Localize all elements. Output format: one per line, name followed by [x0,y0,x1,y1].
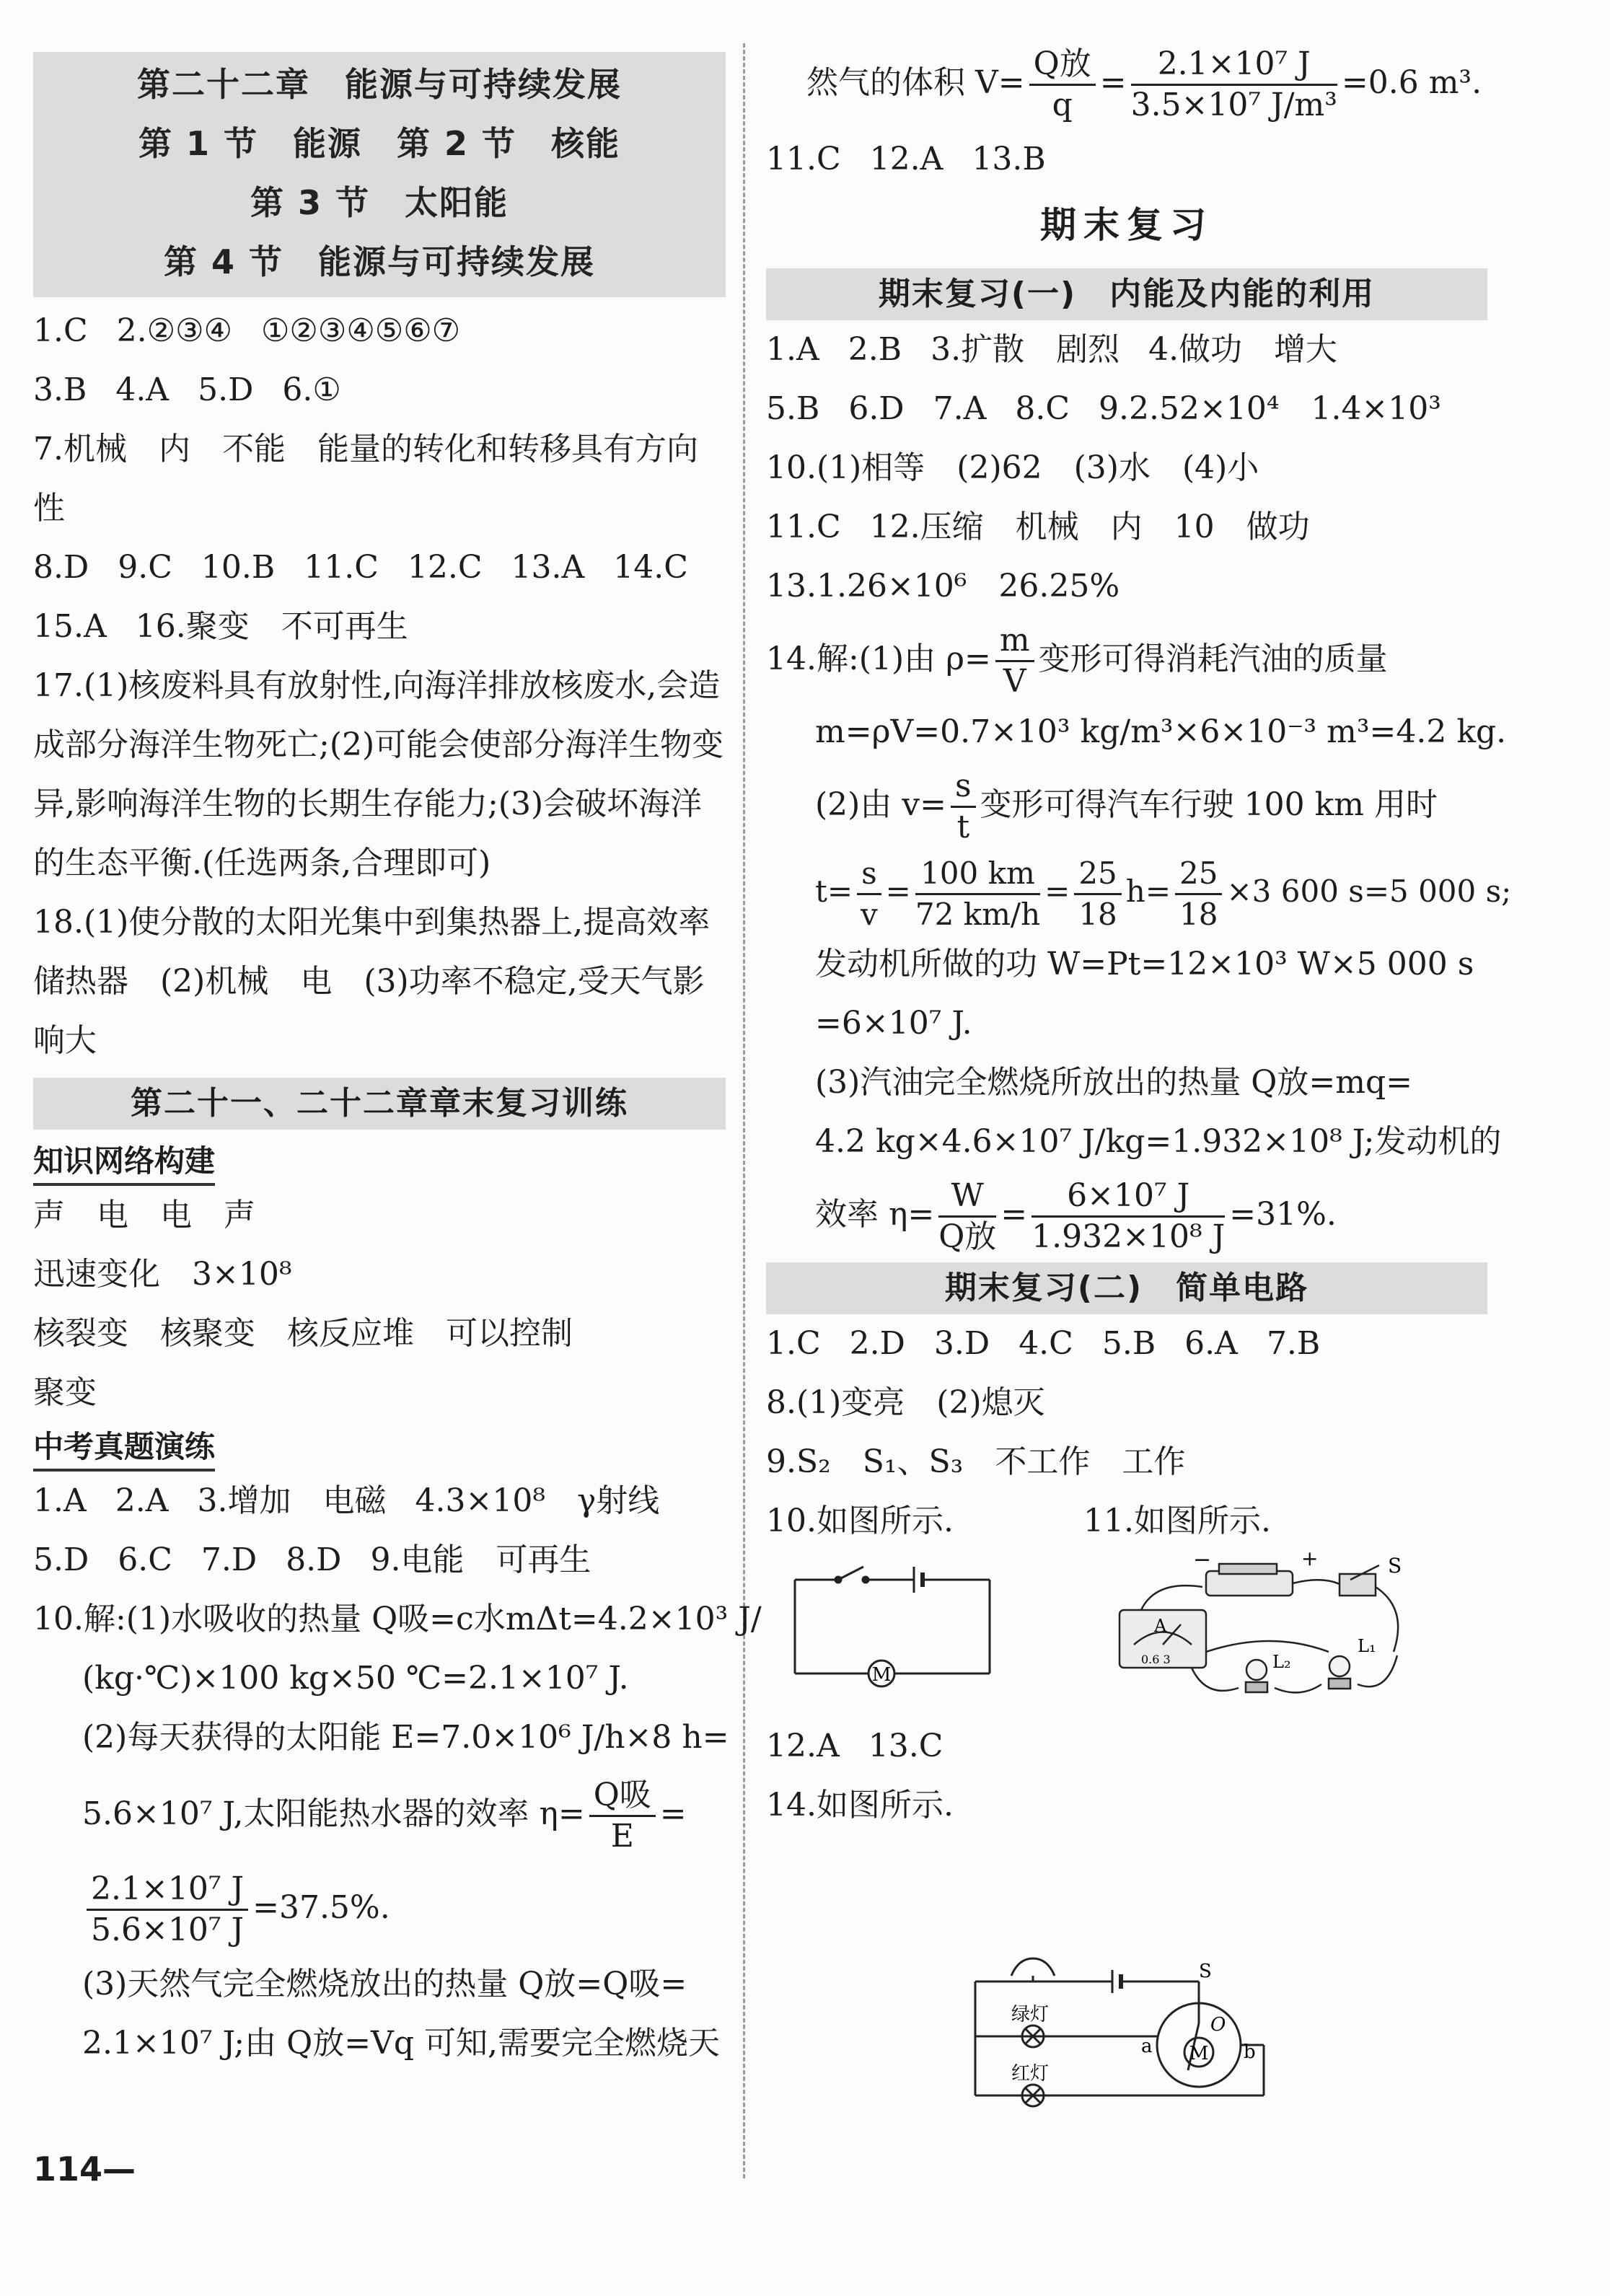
fraction [915,854,1040,934]
final-review-1-header: 期末复习(一) 内能及内能的利用 [766,268,1487,320]
exam-10-line-3: (2)每天获得的太阳能 E=7.0×10⁶ J/h×8 h= [82,1719,729,1756]
final2-answer-7: 7.B [1266,1325,1321,1362]
text: 变形可得消耗汽油的质量 [1038,641,1388,677]
final2-answer-12: 12.A [766,1728,840,1764]
answer-4: 4.A [115,371,170,408]
final1-answer-5: 5.B [766,390,820,427]
exam-answer-3: 3.增加 电磁 [197,1482,387,1519]
denominator: q [1052,87,1073,123]
answer-16: 16.聚变 不可再生 [135,608,408,645]
circuit-figure-10 [788,1551,1004,1710]
final1-14-line-4 [766,848,1512,935]
final-review-title: 期末复习 [1040,204,1213,246]
answer-11: 11.C [766,141,841,177]
exam-10-line-4 [33,1767,726,1861]
final1-answer-6: 6.D [848,390,905,427]
left-column [33,0,762,2189]
answer-9: 9.C [118,549,172,586]
answer-line [33,302,726,361]
final2-answer-4: 4.C [1019,1325,1073,1362]
ammeter-label: A [1154,1616,1167,1636]
answer-17: 17.(1)核废料具有放射性,向海洋排放核废水,会造成部分海洋生物死亡;(2)可能会使部分海洋生物变异,影响海洋生物的长期生存能力;(3)会破坏海洋的生态平衡.(任选两条,合理即可) [33,667,724,881]
numerator: 2.1×10⁷ J [87,1870,248,1911]
text: ×3 600 s=5 000 s; [1226,874,1512,909]
numerator: Q放 [1029,45,1096,86]
final1-answer-11: 11.C [766,509,841,545]
answer-7: 7.机械 内 不能 能量的转化和转移具有方向性 [33,431,698,527]
gas-volume-line [766,36,1487,130]
final1-answer-7: 7.A [933,390,987,427]
exam-answer-1: 1.A [33,1482,87,1519]
numerator: W [938,1176,996,1218]
fraction [1031,1176,1225,1257]
text: =31%. [1229,1196,1337,1233]
final1-14-line-5: 发动机所做的功 W=Pt=12×10³ W×5 000 s [815,946,1474,982]
text: = [1044,874,1070,909]
knowledge-heading-wrap [33,1140,726,1186]
right-column [766,0,1512,2085]
text: = [1000,1196,1028,1233]
answer-12: 12.A [869,141,943,177]
final2-answer-14: 14.如图所示. [766,1787,954,1824]
answer-18: 18.(1)使分散的太阳光集中到集热器上,提高效率 储热器 (2)机械 电 (3)功率不稳定,受天气影响大 [33,904,742,1059]
denominator: 3.5×10⁷ J/m³ [1130,87,1337,123]
final2-answer-13: 13.C [868,1728,943,1764]
answer-6: 6.① [282,371,341,408]
column-divider [743,43,745,2178]
answer-line [33,361,726,420]
exam-answer-5: 5.D [33,1541,89,1578]
final1-answer-9: 9.2.52×10⁴ 1.4×10³ [1099,390,1441,427]
denominator: 72 km/h [915,896,1041,932]
text: h= [1125,874,1171,909]
knowledge-line-3: 核裂变 核聚变 核反应堆 可以控制 [33,1315,573,1352]
final1-answer-2: 2.B [848,331,902,368]
numerator: 100 km [915,854,1040,895]
review-section-header: 第二十一、二十二章章末复习训练 [33,1078,726,1130]
fig14-contact-b: b [1244,2041,1256,2063]
answer-line [766,320,1487,379]
fraction [87,1870,248,1950]
final2-answer-3: 3.D [933,1325,990,1362]
plus-terminal: + [1301,1547,1319,1570]
answer-5: 5.D [198,371,254,408]
fig14-pivot-label: O [1210,2014,1226,2036]
answer-line [766,379,1487,439]
final2-answer-11: 11.如图所示. [1083,1503,1271,1539]
denominator: 5.6×10⁷ J [91,1912,245,1948]
ammeter-scale: 0.6 3 [1141,1653,1171,1666]
motor-label: M [871,1664,892,1686]
lamp-l2-label: L₂ [1272,1652,1291,1672]
exam-heading-wrap [33,1425,726,1472]
chapter-banner [33,52,726,297]
text: 效率 η= [815,1196,935,1233]
denominator: 18 [1078,896,1117,932]
final2-answer-6: 6.A [1184,1325,1238,1362]
numerator: 25 [1175,854,1222,895]
final1-14-line-7: (3)汽油完全燃烧所放出的热量 Q放=mq= [815,1064,1413,1101]
exam-answer-4: 4.3×10⁸ γ射线 [415,1482,660,1519]
answer-line [766,498,1487,557]
knowledge-line-2: 迅速变化 3×10⁸ [33,1256,292,1293]
section-2-title: 第 2 节 核能 [397,124,621,163]
fraction [1131,45,1337,125]
answer-1: 1.C [33,312,88,349]
answer-line [33,1531,726,1590]
text: 变形可得汽车行驶 100 km 用时 [980,786,1438,823]
numerator: 6×10⁷ J [1031,1176,1225,1218]
numerator: Q吸 [589,1776,656,1817]
final1-answer-1: 1.A [766,331,819,368]
chapter-title: 第二十二章 能源与可持续发展 [137,65,622,104]
text: 5.6×10⁷ J,太阳能热水器的效率 η= [82,1795,585,1832]
answer-line [766,1717,1487,1776]
numerator: s [951,767,976,808]
final2-answer-2: 2.D [849,1325,905,1362]
final2-answer-5: 5.B [1101,1325,1156,1362]
final1-answer-13: 13.1.26×10⁶ 26.25% [766,568,1120,604]
minus-terminal: − [1193,1547,1212,1573]
knowledge-line-1: 声 电 电 声 [33,1197,255,1233]
numerator: 25 [1074,854,1121,895]
red-lamp-label: 红灯 [1011,2063,1050,2085]
text: =37.5%. [252,1889,390,1926]
circuit-figure-11 [1112,1544,1415,1710]
fig14-motor-label: M [1189,2043,1209,2064]
section-4-title: 第 4 节 能源与可持续发展 [163,242,596,281]
final1-answer-4: 4.做功 增大 [1148,331,1338,368]
final1-14-line-1 [766,616,1487,703]
exam-10-line-6: (3)天然气完全燃烧放出的热量 Q放=Q吸= [82,1966,687,2002]
exam-10-line-1: 10.解:(1)水吸收的热量 Q吸=c水mΔt=4.2×10³ J/ [33,1601,762,1637]
answer-line [33,538,726,597]
answer-11: 11.C [304,549,379,586]
final1-14-line-3 [766,762,1487,848]
denominator: Q放 [938,1218,997,1255]
final1-answer-8: 8.C [1015,390,1070,427]
switch-label-s: S [1388,1554,1402,1578]
final1-answer-12: 12.压缩 机械 内 10 做功 [869,509,1310,545]
final1-14-line-6: =6×10⁷ J. [815,1005,972,1042]
exam-10-line-7: 2.1×10⁷ J;由 Q放=Vq 可知,需要完全燃烧天 [82,2025,720,2062]
answer-line [33,1472,726,1531]
fraction [857,854,881,934]
fraction [1074,854,1121,934]
answer-3: 3.B [33,371,87,408]
text: 14.解:(1)由 ρ= [766,641,991,677]
numerator: m [995,621,1034,662]
exam-10-line-5 [33,1861,726,1955]
answer-12: 12.C [407,549,483,586]
answer-2: 2.②③④ [116,312,232,349]
denominator: E [610,1818,634,1855]
page-number-text: 114 [33,2150,103,2189]
knowledge-line-4: 聚变 [33,1374,97,1411]
answer-13: 13.B [972,141,1046,177]
answer-line [766,130,1487,189]
final2-answer-10: 10.如图所示. [766,1503,954,1539]
section-titles-row [33,114,726,173]
exam-answer-6: 6.C [118,1541,172,1578]
text: = [885,874,911,909]
text: 然气的体积 V= [806,64,1025,101]
final1-14-line-9 [766,1171,1487,1258]
fraction [1175,854,1222,934]
final2-answer-8: 8.(1)变亮 (2)熄灭 [766,1384,1045,1421]
denominator: V [1003,663,1026,700]
text: =0.6 m³. [1341,64,1482,101]
fraction [938,1176,996,1257]
section-3-title: 第 3 节 太阳能 [250,183,509,222]
answer-10: 10.B [201,549,276,586]
answer-line [766,1492,1487,1551]
denominator: 18 [1179,896,1218,932]
answer-8: 8.D [33,549,89,586]
final1-14-line-8: 4.2 kg×4.6×10⁷ J/kg=1.932×10⁸ J;发动机的 [815,1123,1502,1160]
fraction [589,1776,656,1856]
exam-10-line-2: (kg·℃)×100 kg×50 ℃=2.1×10⁷ J. [82,1660,629,1697]
green-lamp-label: 绿灯 [1011,2004,1050,2026]
exam-answer-9: 9.电能 可再生 [370,1541,591,1578]
exam-answer-8: 8.D [286,1541,342,1578]
text: t= [815,874,853,909]
final1-14-line-2: m=ρV=0.7×10³ kg/m³×6×10⁻³ m³=4.2 kg. [815,713,1507,750]
final1-answer-3: 3.扩散 剧烈 [931,331,1120,368]
final-review-2-header: 期末复习(二) 简单电路 [766,1262,1487,1314]
page-number: 114— [33,2150,136,2189]
answer-line [766,1314,1487,1373]
lamp-l1-label: L₁ [1358,1636,1376,1656]
exam-practice-heading: 中考真题演练 [33,1425,215,1472]
text: (2)由 v= [815,786,947,823]
denominator: t [956,809,970,845]
answer-13: 13.A [511,549,585,586]
answer-15: 15.A [33,608,107,645]
exam-answer-7: 7.D [201,1541,258,1578]
fraction [951,767,976,847]
text: = [659,1795,687,1832]
exam-answer-2: 2.A [115,1482,169,1519]
answer-14: 14.C [613,549,688,586]
section-1-title: 第 1 节 能源 [138,124,362,163]
final2-answer-1: 1.C [766,1325,821,1362]
numerator: s [857,854,881,895]
final2-answer-9: 9.S₂ S₁、S₃ 不工作 工作 [766,1443,1186,1480]
final1-answer-10: 10.(1)相等 (2)62 (3)水 (4)小 [766,449,1259,486]
denominator: v [860,896,878,932]
circuit-figure-14 [961,1951,1278,2110]
text: = [1099,64,1127,101]
fig14-switch-label: S [1199,1961,1212,1982]
knowledge-network-heading: 知识网络构建 [33,1140,215,1186]
numerator: 2.1×10⁷ J [1131,45,1337,86]
fraction [995,621,1034,701]
fig14-contact-a: a [1141,2036,1153,2057]
fraction [1029,45,1096,125]
answer-line [33,597,726,656]
denominator: 1.932×10⁸ J [1031,1218,1226,1255]
answer-2b: ①②③④⑤⑥⑦ [260,312,461,349]
figures-row [766,1547,1487,1717]
